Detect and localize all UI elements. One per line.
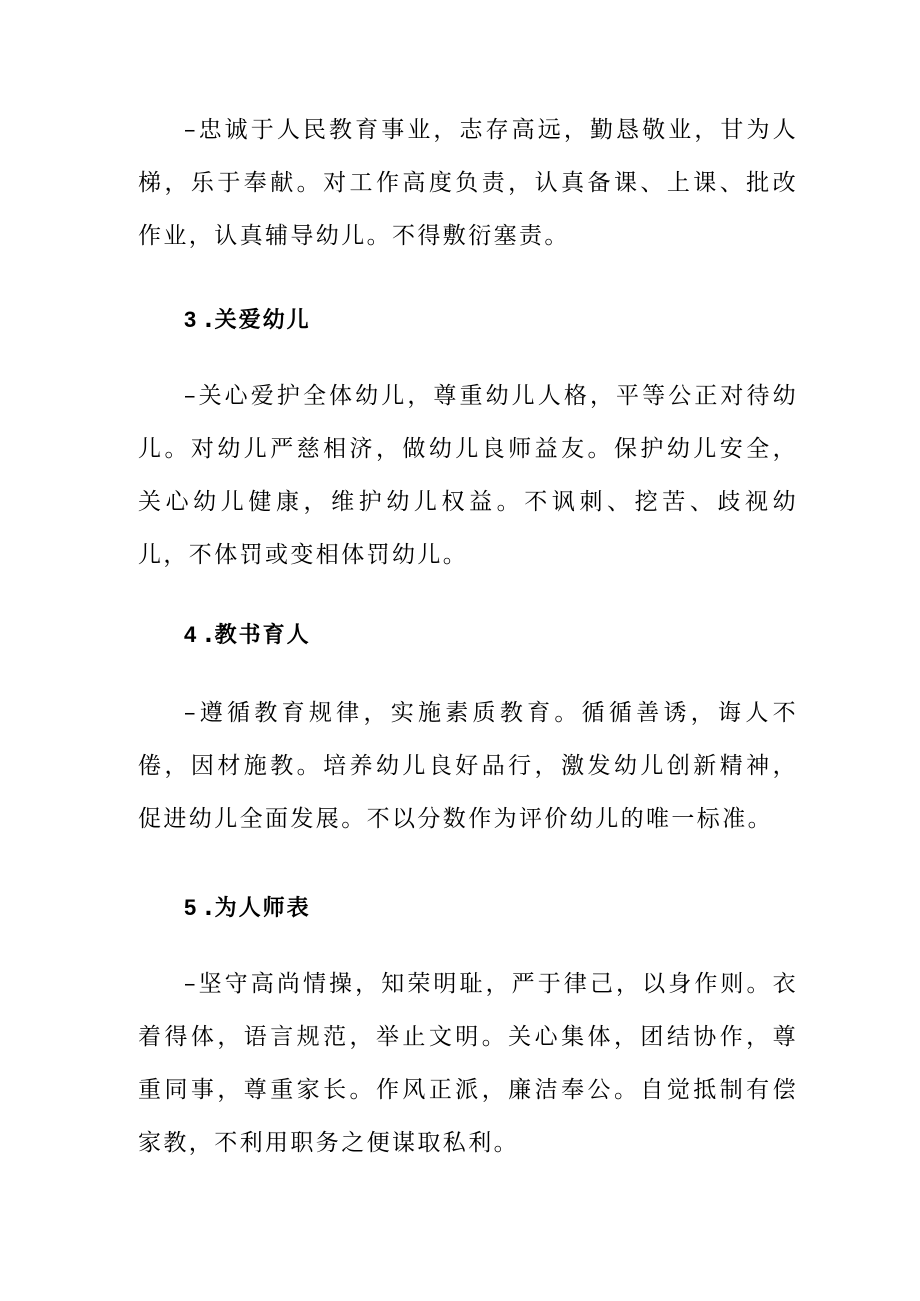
paragraph-care-for-children: –关心爱护全体幼儿，尊重幼儿人格，平等公正对待幼儿。对幼儿严慈相济，做幼儿良师益友。保护幼儿安全，关心幼儿健康，维护幼儿权益。不讽刺、挖苦、歧视幼儿，不体罚或变相体罚幼儿。 <box>138 383 798 568</box>
section-number: 4 <box>184 622 199 647</box>
section-title: .教书育人 <box>204 623 311 648</box>
paragraph-teaching: –遵循教育规律，实施素质教育。循循善诱，诲人不倦，因材施教。培养幼儿良好品行，激发幼儿创新精神，促进幼儿全面发展。不以分数作为评价幼儿的唯一标准。 <box>138 700 798 832</box>
paragraph-role-model: –坚守高尚情操，知荣明耻，严于律己，以身作则。衣着得体，语言规范，举止文明。关心集体，团结协作，尊重同事，尊重家长。作风正派，廉洁奉公。自觉抵制有偿家教，不利用职务之便谋取私利。 <box>138 971 798 1156</box>
section-number: 5 <box>184 895 199 920</box>
section-heading-3 <box>184 305 311 336</box>
section-title: .为人师表 <box>204 896 311 921</box>
section-heading-5 <box>184 893 311 924</box>
section-number: 3 <box>184 307 199 332</box>
section-heading-4 <box>184 620 311 651</box>
paragraph-loyalty: –忠诚于人民教育事业，志存高远，勤恳敬业，甘为人梯，乐于奉献。对工作高度负责，认真备课、上课、批改作业，认真辅导幼儿。不得敷衍塞责。 <box>138 117 798 249</box>
section-title: .关爱幼儿 <box>204 308 311 333</box>
